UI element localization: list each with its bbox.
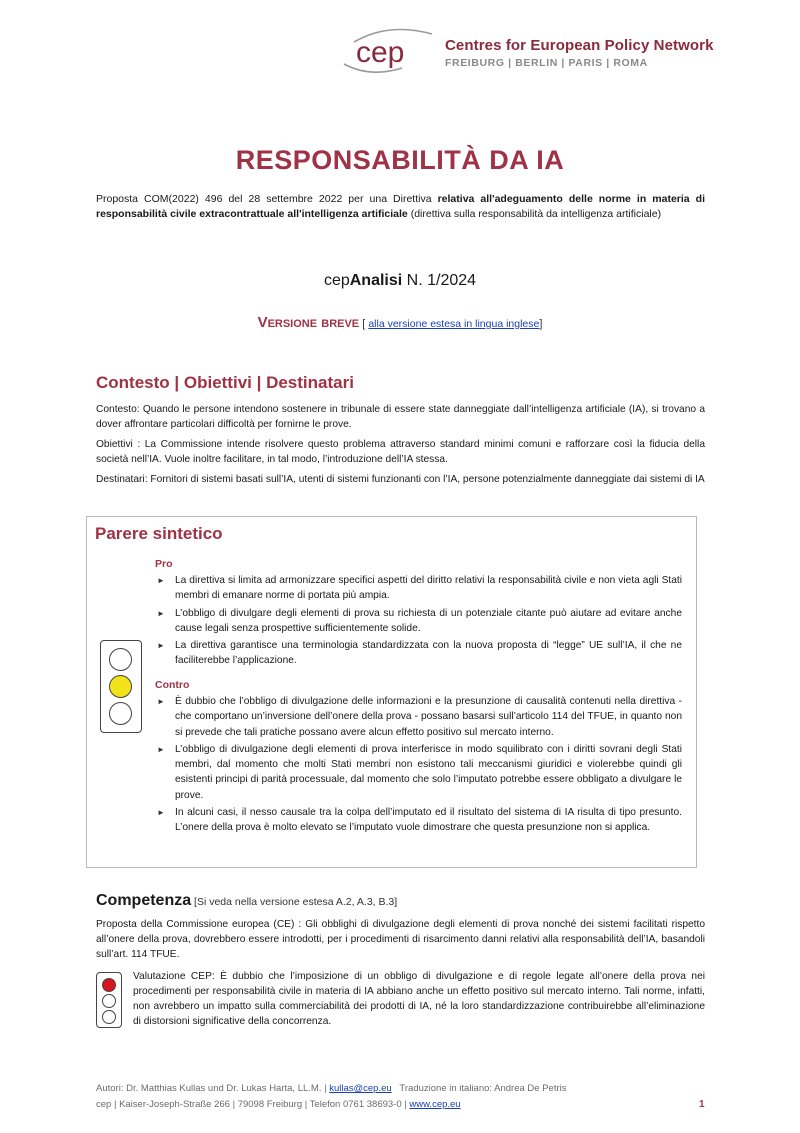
cep-logo <box>340 24 440 74</box>
website-link[interactable]: www.cep.eu <box>409 1099 461 1110</box>
traffic-light-yellow-on <box>109 675 132 698</box>
traffic-light-red <box>96 972 122 1028</box>
pro-item: ► La direttiva si limita ad armonizzare specifici aspetti del diritto relativi la responsabilità civile e non vieta agli Stati membri di emanare norme di portata più ampia. <box>155 573 682 604</box>
org-name: Centres for European Policy Network <box>445 37 714 54</box>
traffic-light-red-on <box>102 978 116 992</box>
traffic-light-yellow-off <box>102 994 116 1008</box>
recipients-text: Fornitori di sistemi basati sull’IA, utenti di sistemi funzionanti con l’IA, persone potenzialmente danneggiate dai sistemi di IA <box>147 474 705 485</box>
proposal-paragraph <box>96 917 705 962</box>
context-paragraph <box>96 402 705 432</box>
version-open-bracket: [ <box>359 318 369 330</box>
assessment-text: È dubbio che l’imposizione di un obbligo di divulgazione e di regole legate all’onere della prova nei procedimenti per responsabilità civile in materia di IA abbiano anche un effetto positivo sul mercato interno. Tali norme, infatti, non avrebbero un impatto sulla commerciabilità dei prodotti di IA, né la loro standardizzazione contribuirebbe all’eliminazione di distorsioni significative della concorrenza. <box>133 971 706 1027</box>
subtitle-part1: Proposta COM(2022) 496 del 28 settembre 2022 per una Direttiva <box>96 193 438 205</box>
objectives-paragraph <box>96 437 705 467</box>
traffic-light-yellow <box>100 640 142 733</box>
traffic-light-green-off <box>102 1010 116 1024</box>
analysis-prefix: cep <box>323 272 350 289</box>
analysis-num: N. 1/2024 <box>402 272 477 289</box>
org-cities: FREIBURG | BERLIN | PARIS | ROMA <box>445 57 648 69</box>
authors-text: Autori: Dr. Matthias Kullas und Dr. Lukas Harta, LL.M. | <box>96 1083 330 1094</box>
traffic-light-green-off <box>109 702 132 725</box>
document-title: RESPONSABILITÀ DA IA <box>235 145 565 175</box>
pro-item: ► L’obbligo di divulgare degli elementi di prova su richiesta di un potenziale citante può aiutare ad evitare anche cause legali senza prospettive sufficientemente solide. <box>155 606 682 637</box>
objectives-text: La Commissione intende risolvere questo problema attraverso standard minimi comuni e rafforzare così la fiducia della società nell’IA. Vuole inoltre facilitare, in tal modo, l’introduzione dell’IA stessa. <box>96 439 705 465</box>
address-text: cep | Kaiser-Joseph-Straße 266 | 79098 Freiburg | Telefon 0761 38693-0 | <box>96 1099 410 1110</box>
version-line <box>0 314 800 331</box>
version-label: Versione breve <box>257 314 360 331</box>
proposal-text: Gli obblighi di divulgazione degli elementi di prova nonché dei sistemi facilitati rispetto all’onere della prova, dovrebbero essere introdotti, per i procedimenti di risarcimento danni relativi alla responsabilità dell’IA, basandoli sull’art. 114 TFUE. <box>96 919 705 960</box>
assessment-label: Valutazione CEP: <box>133 971 215 982</box>
analysis-bold: Analisi <box>349 272 403 289</box>
footer-address <box>96 1099 461 1110</box>
version-close-bracket: ] <box>539 318 543 330</box>
traffic-light-red-off <box>109 648 132 671</box>
context-label: Contesto: <box>96 404 140 415</box>
context-heading: Contesto | Obiettivi | Destinatari <box>96 373 354 392</box>
pro-label: Pro <box>155 558 173 570</box>
subtitle-bold: relativa all'adeguamento delle norme in materia di responsabilità civile extracontrattuale all'intelligenza artificiale <box>96 193 705 220</box>
competence-title: Competenza <box>96 892 192 909</box>
pro-list <box>155 573 682 671</box>
assessment-paragraph <box>133 969 705 1029</box>
recipients-paragraph <box>96 472 705 487</box>
pro-item: ► La direttiva garantisce una terminologia standardizzata con la nuova proposta di “legge” UE sull’IA, il che ne faciliterebbe l’applicazione. <box>155 638 682 669</box>
contro-item: ► È dubbio che l’obbligo di divulgazione delle informazioni e la presunzione di causalità contenuti nella direttiva - che comportano un’inversione dell’onere della prova - possano basarsi sull’articolo 114 del TFUE, in quanto non si prevede che tali pratiche possano avere alcun effetto positivo sul mercato interno. <box>155 694 682 740</box>
extended-version-link[interactable]: alla versione estesa in lingua inglese <box>368 318 540 330</box>
logo-text: cep <box>356 36 405 69</box>
recipients-label: Destinatari: <box>96 474 148 485</box>
objectives-label: Obiettivi : <box>96 439 141 450</box>
subtitle-part3: (direttiva sulla responsabilità da intelligenza artificiale) <box>407 208 662 220</box>
footer-authors <box>96 1083 566 1094</box>
page-number: 1 <box>699 1099 705 1110</box>
contro-item: ► In alcuni casi, il nesso causale tra la colpa dell’imputato ed il risultato del sistema di IA risulta di tipo presunto. L’onere della prova è molto elevato se l’imputato vuole dimostrare che questa presunzione non si applica. <box>155 805 682 836</box>
competence-ref: [Si veda nella versione estesa A.2, A.3, B.3] <box>191 896 398 908</box>
proposal-label: Proposta della Commissione europea (CE) : <box>96 919 302 930</box>
contro-item: ► L’obbligo di divulgazione degli elementi di prova interferisce in modo squilibrato con i diritti sovrani degli Stati membri, dal momento che molti Stati membri non esistono tali meccanismi giuridici e violerebbe quindi gli esistenti principi di parità processuale, dal momento che solo l’imputato potrebbe essere obbligato a divulgare le prove. <box>155 742 682 803</box>
translation-credit: Traduzione in italiano: Andrea De Petris <box>391 1083 567 1094</box>
author-email-link[interactable]: kullas@cep.eu <box>329 1083 392 1094</box>
analysis-number <box>0 272 800 290</box>
contro-label: Contro <box>155 679 190 691</box>
opinion-heading: Parere sintetico <box>95 524 223 543</box>
context-text: Quando le persone intendono sostenere in tribunale di essere state danneggiate dall’intelligenza artificiale (IA), si trovano a dover affrontare particolari difficoltà per fornirne le prove. <box>96 404 705 430</box>
document-subtitle <box>96 192 705 222</box>
competence-heading <box>96 892 397 910</box>
contro-list <box>155 694 682 838</box>
